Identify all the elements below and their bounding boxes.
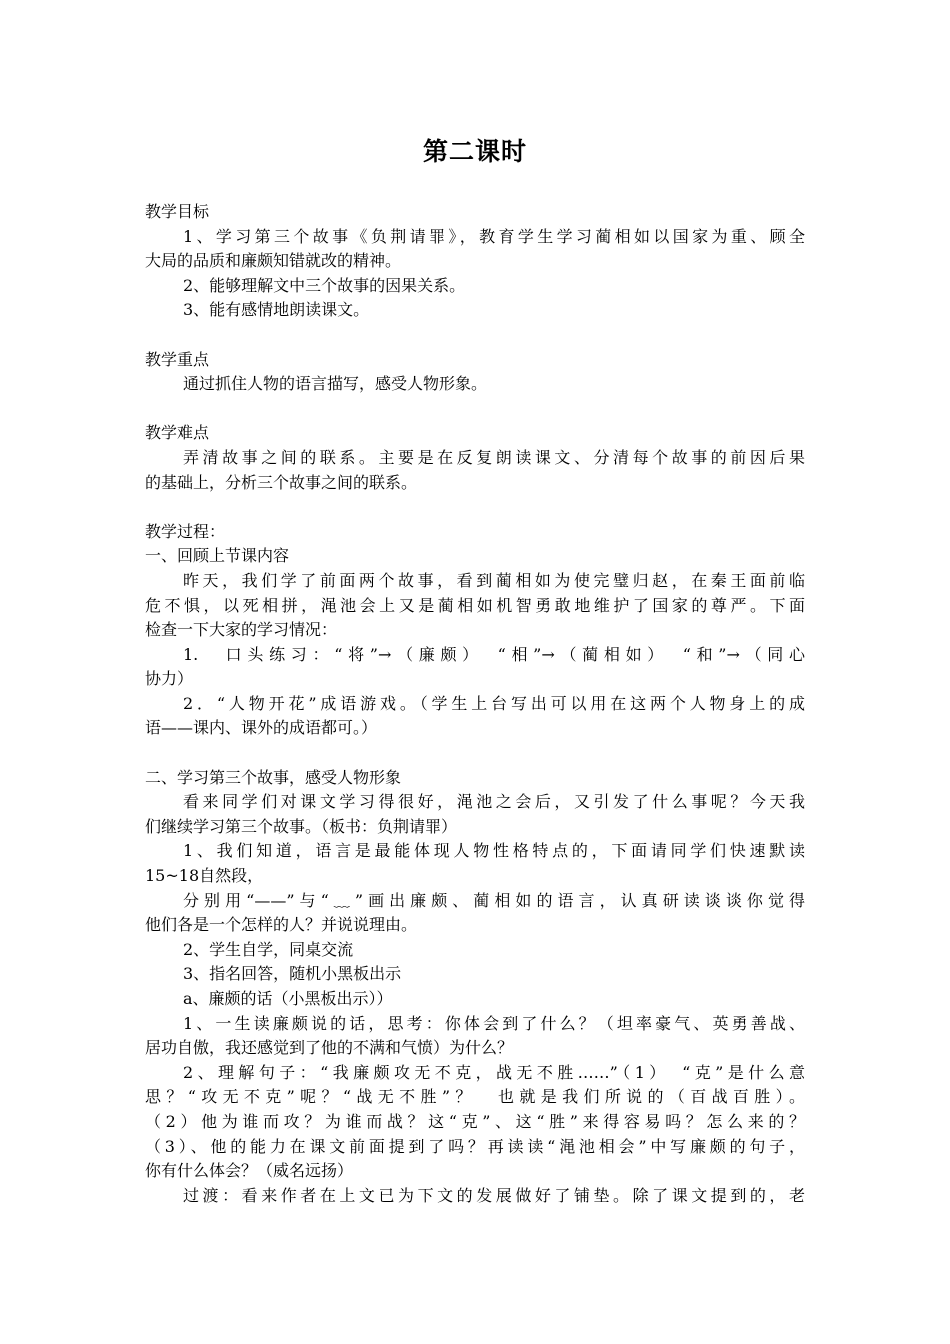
text-line: 你有什么体会？（威名远扬） <box>145 1161 354 1181</box>
text-line: 2．“人物开花”成语游戏。（学生上台写出可以用在这两个人物身上的成 <box>183 693 805 713</box>
text-line: 过渡：看来作者在上文已为下文的发展做好了铺垫。除了课文提到的，老 <box>183 1185 805 1205</box>
blank-line <box>145 323 805 348</box>
text-line: 检查一下大家的学习情况： <box>145 620 338 640</box>
page-title: 第二课时 <box>422 137 527 166</box>
text-line: 昨天，我们学了前面两个故事，看到蔺相如为使完璧归赵，在秦王面前临 <box>183 570 805 590</box>
text-line: 看来同学们对课文学习得很好，渑池之会后，又引发了什么事呢？今天我 <box>183 792 805 812</box>
blank-line <box>145 741 805 766</box>
text-line: 的基础上，分析三个故事之间的联系。 <box>145 472 418 492</box>
text-line: 1. 口头练习：“将”→（廉颇） “相”→（蔺相如） “和”→（同心 <box>183 644 805 664</box>
text-line: 教学重点 <box>145 349 210 369</box>
text-line: 思？“攻无不克”呢？“战无不胜”？ 也就是我们所说的（百战百胜）。 <box>145 1087 805 1107</box>
text-line: 协力） <box>145 669 194 689</box>
text-line: 危不惧，以死相拼，渑池会上又是蔺相如机智勇敢地维护了国家的尊严。下面 <box>145 595 805 615</box>
text-line: 2、学生自学，同桌交流 <box>183 939 354 959</box>
text-line: 们继续学习第三个故事。（板书：负荆请罪） <box>145 816 458 836</box>
text-line: 教学难点 <box>145 423 210 443</box>
text-line: （2）他为谁而攻？为谁而战？这“克”、这“胜”来得容易吗？怎么来的？ <box>145 1111 805 1131</box>
document-body <box>145 200 805 1208</box>
text-line: 3、能有感情地朗读课文。 <box>183 300 370 320</box>
text-line: 15~18自然段， <box>145 866 264 886</box>
text-line: 大局的品质和廉颇知错就改的精神。 <box>145 251 402 271</box>
text-line: 通过抓住人物的语言描写，感受人物形象。 <box>183 374 488 394</box>
text-line: 1、我们知道，语言是最能体现人物性格特点的，下面请同学们快速默读 <box>183 841 805 861</box>
text-line: （3）、他的能力在课文前面提到了吗？再读读“渑池相会”中写廉颇的句子， <box>145 1136 805 1156</box>
text-line: 一、回顾上节课内容 <box>145 546 290 566</box>
text-line: 2、能够理解文中三个故事的因果关系。 <box>183 275 466 295</box>
text-line: 居功自傲，我还感觉到了他的不满和气愤）为什么？ <box>145 1038 514 1058</box>
text-line: 2、理解句子：“我廉颇攻无不克，战无不胜……”（1） “克”是什么意 <box>183 1062 805 1082</box>
text-line: a、廉颇的话（小黑板出示）） <box>183 989 393 1008</box>
text-line: 1、一生读廉颇说的话，思考：你体会到了什么？（坦率豪气、英勇善战、 <box>183 1013 805 1033</box>
text-line: 1、学习第三个故事《负荆请罪》，教育学生学习蔺相如以国家为重、顾全 <box>183 226 805 246</box>
blank-line <box>145 495 805 520</box>
text-line: 教学目标 <box>145 202 210 221</box>
blank-line <box>145 397 805 422</box>
text-line: 语——课内、课外的成语都可。） <box>145 718 378 738</box>
text-line: 教学过程： <box>145 521 226 541</box>
text-line: 他们各是一个怎样的人？并说说理由。 <box>145 915 418 935</box>
text-line: 分别用“——”与“﹏”画出廉颇、蔺相如的语言，认真研读谈谈你觉得 <box>183 890 805 910</box>
text-line: 二、学习第三个故事，感受人物形象 <box>145 767 402 787</box>
text-line: 弄清故事之间的联系。主要是在反复朗读课文、分清每个故事的前因后果 <box>183 447 805 467</box>
text-line: 3、指名回答，随机小黑板出示 <box>183 964 402 984</box>
